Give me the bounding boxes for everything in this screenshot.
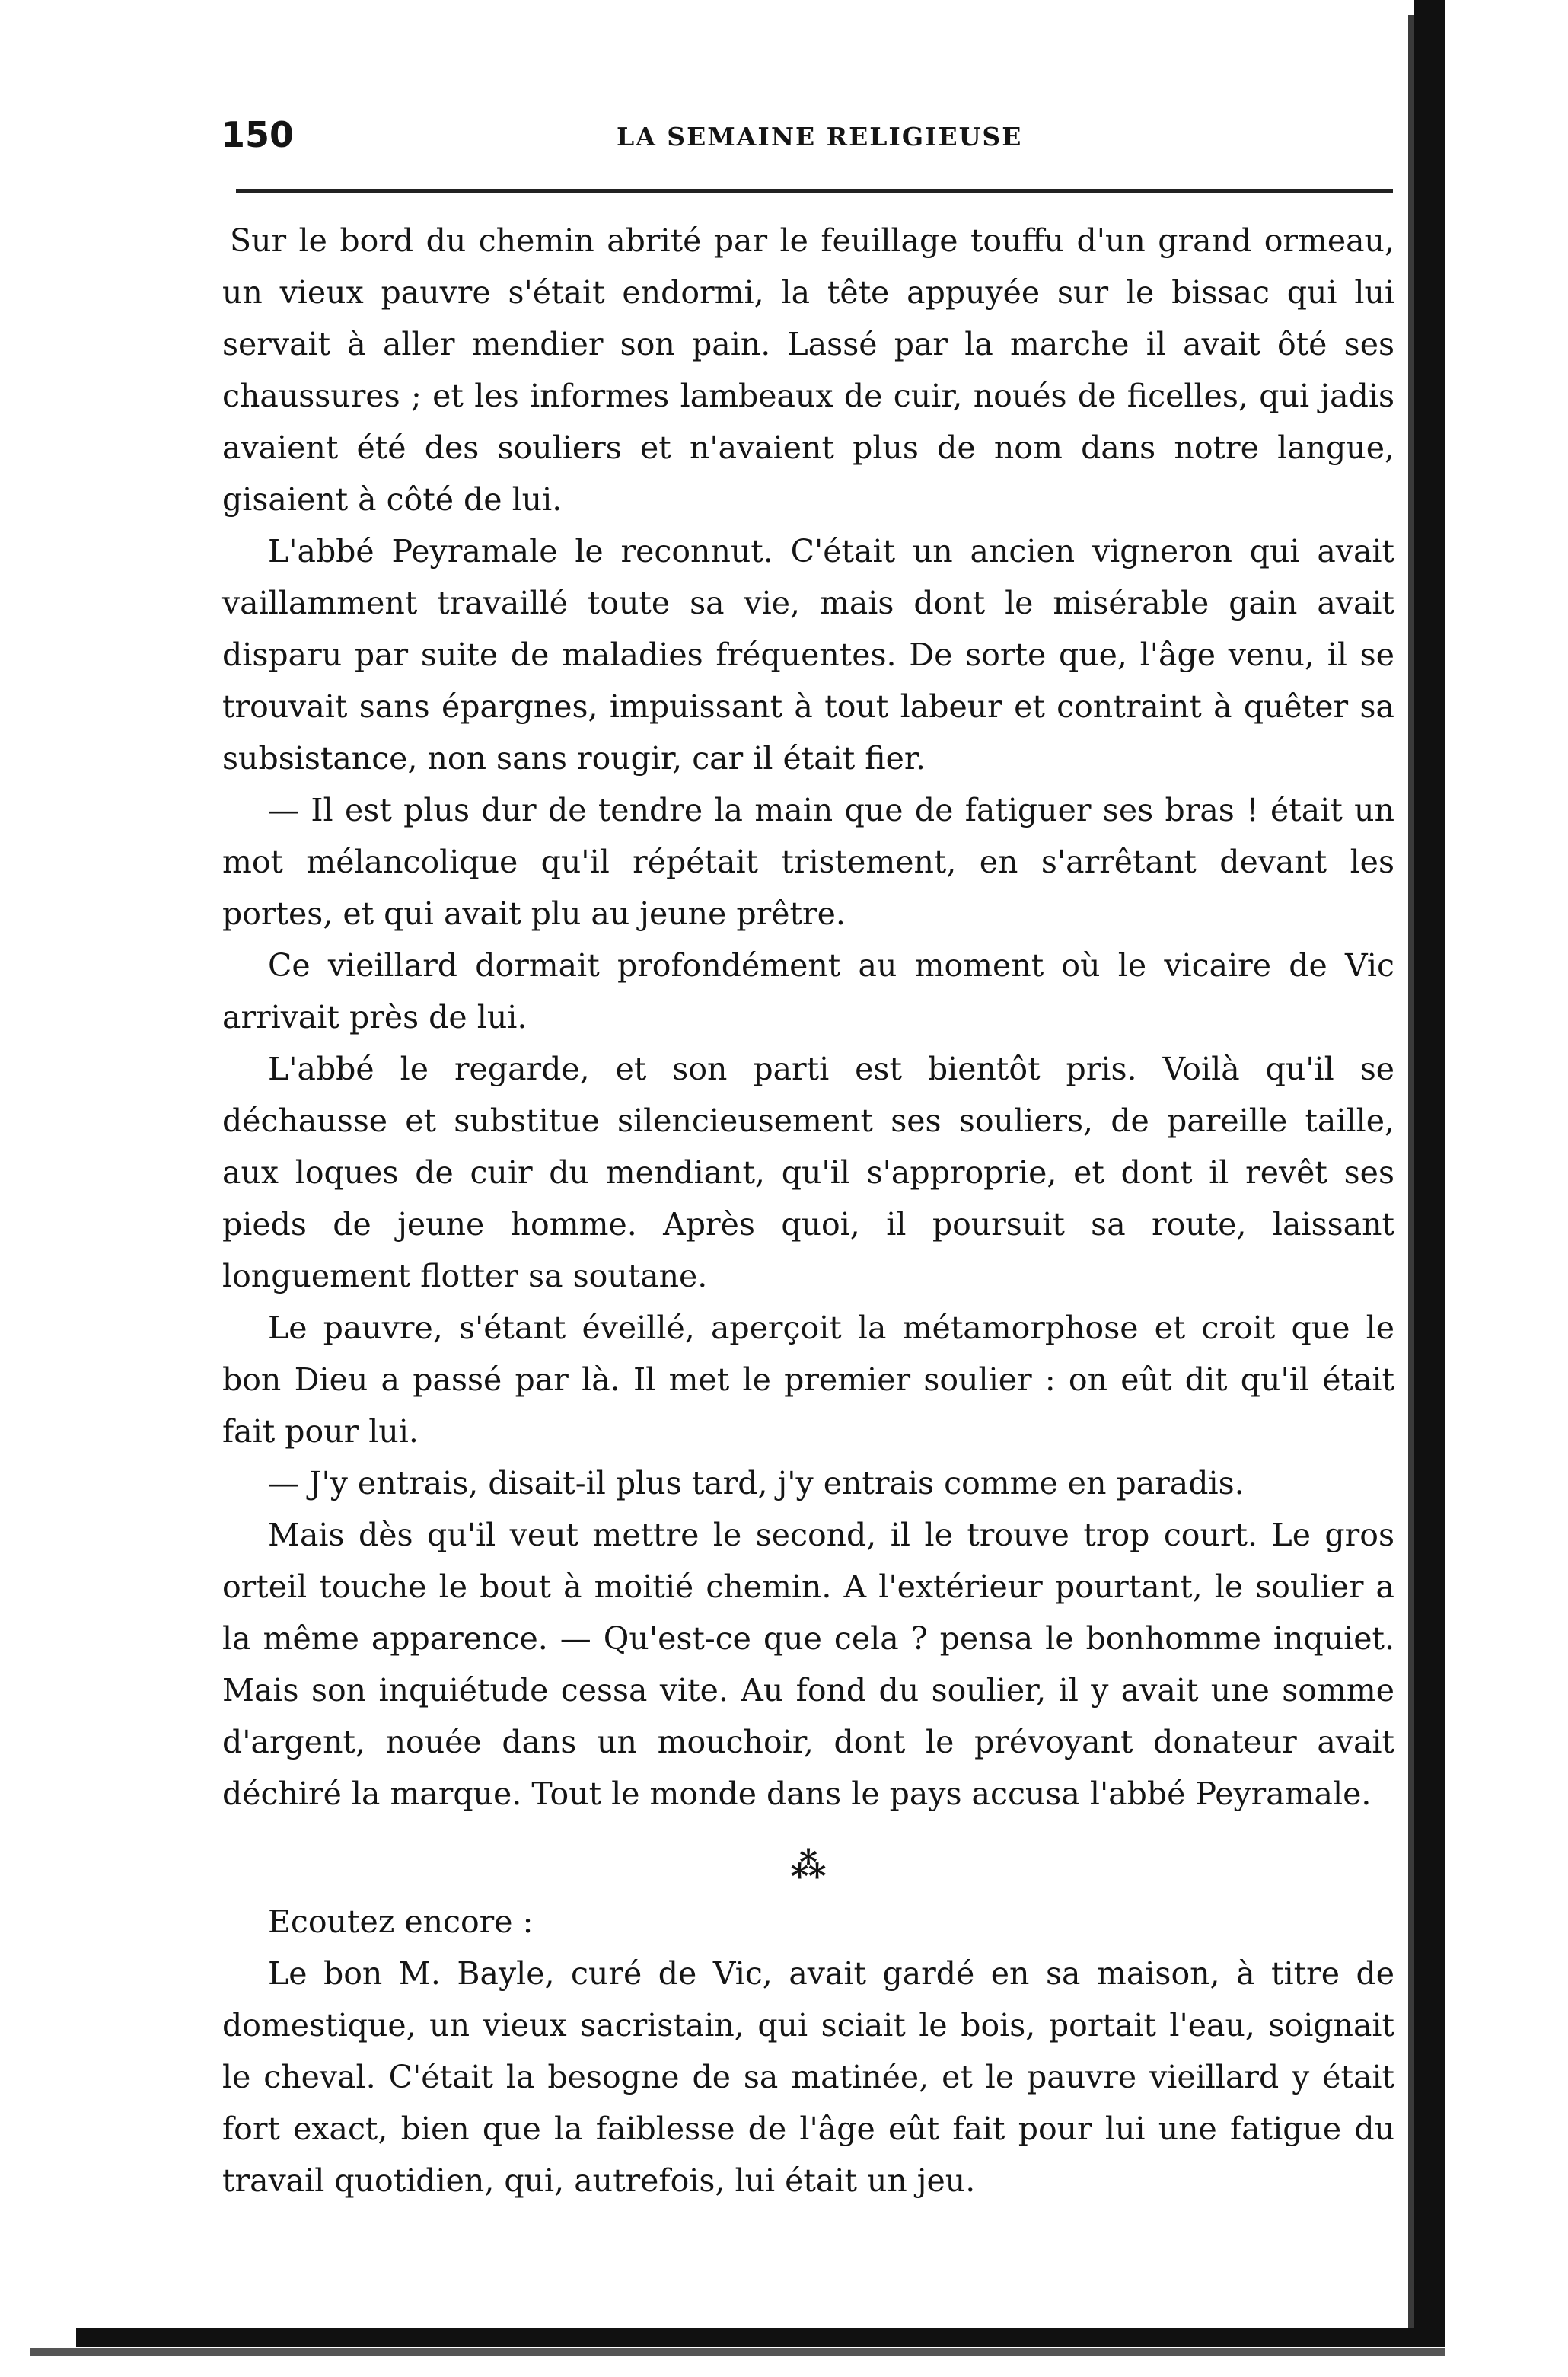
scan-border-bottom-shadow [30, 2348, 1445, 2356]
paragraph-3: — Il est plus dur de tendre la main que de fatiguer ses bras ! était un mot mélancolique qu'il répétait tristement, en s'arrêtant devant les portes, et qui avait plu au jeune prêtre. [222, 792, 1394, 932]
paragraph-4: Ce vieillard dormait profondément au moment où le vicaire de Vic arrivait près de lui. [222, 947, 1394, 1035]
paragraph-10: Le bon M. Bayle, curé de Vic, avait gardé en sa maison, à titre de domestique, un vieux sacristain, qui sciait le bois, portait l'eau, soignait le cheval. C'était la besogne de sa matinée, et le pauvre vieillard y était fort exact, bien que la faiblesse de l'âge eût fait pour lui une fatigue du travail quotidien, qui, autrefois, lui était un jeu. [222, 1955, 1394, 2199]
page-header [221, 114, 1393, 168]
paragraph-6: Le pauvre, s'étant éveillé, aperçoit la métamorphose et croit que le bon Dieu a passé par là. Il met le premier soulier : on eût dit qu'il était fait pour lui. [222, 1310, 1394, 1450]
paragraph-8: Mais dès qu'il veut mettre le second, il le trouve trop court. Le gros orteil touche le bout à moitié chemin. A l'extérieur pourtant, le soulier a la même apparence. — Qu'est-ce que cela ? pensa le bonhomme inquiet. Mais son inquiétude cessa vite. Au fond du soulier, il y avait une somme d'argent, nouée dans un mouchoir, dont le prévoyant donateur avait déchiré la marque. Tout le monde dans le pays accusa l'abbé Peyramale. [222, 1517, 1394, 1812]
paragraph-7: — J'y entrais, disait-il plus tard, j'y entrais comme en paradis. [268, 1465, 1245, 1501]
scan-border-right [1414, 0, 1445, 2334]
running-title: LA SEMAINE RELIGIEUSE [617, 122, 1023, 152]
scan-border-right-shadow [1408, 15, 1414, 2334]
section-ornament: ⁂ [790, 1845, 827, 1886]
page-number: 150 [221, 114, 295, 155]
paragraph-5: L'abbé le regarde, et son parti est bientôt pris. Voilà qu'il se déchausse et substitue silencieusement ses souliers, de pareille taille, aux loques de cuir du mendiant, qu'il s'approprie, et dont il revêt ses pieds de jeune homme. Après quoi, il poursuit sa route, laissant longuement flotter sa soutane. [222, 1051, 1394, 1294]
header-rule [236, 189, 1393, 193]
scan-border-bottom [76, 2328, 1445, 2347]
paragraph-9: Ecoutez encore : [268, 1903, 534, 1940]
paragraph-2: L'abbé Peyramale le reconnut. C'était un ancien vigneron qui avait vaillamment travaillé toute sa vie, mais dont le misérable gain avait disparu par suite de maladies fréquentes. De sorte que, l'âge venu, il se trouvait sans épargnes, impuissant à tout labeur et contraint à quêter sa subsistance, non sans rougir, car il était fier. [222, 533, 1394, 777]
body-text [222, 215, 1394, 2206]
paragraph-1: Sur le bord du chemin abrité par le feuillage touffu d'un grand ormeau, un vieux pauvre s'était endormi, la tête appuyée sur le bissac qui lui servait à aller mendier son pain. Lassé par la marche il avait ôté ses chaussures ; et les informes lambeaux de cuir, noués de ficelles, qui jadis avaient été des souliers et n'avaient plus de nom dans notre langue, gisaient à côté de lui. [222, 222, 1394, 518]
